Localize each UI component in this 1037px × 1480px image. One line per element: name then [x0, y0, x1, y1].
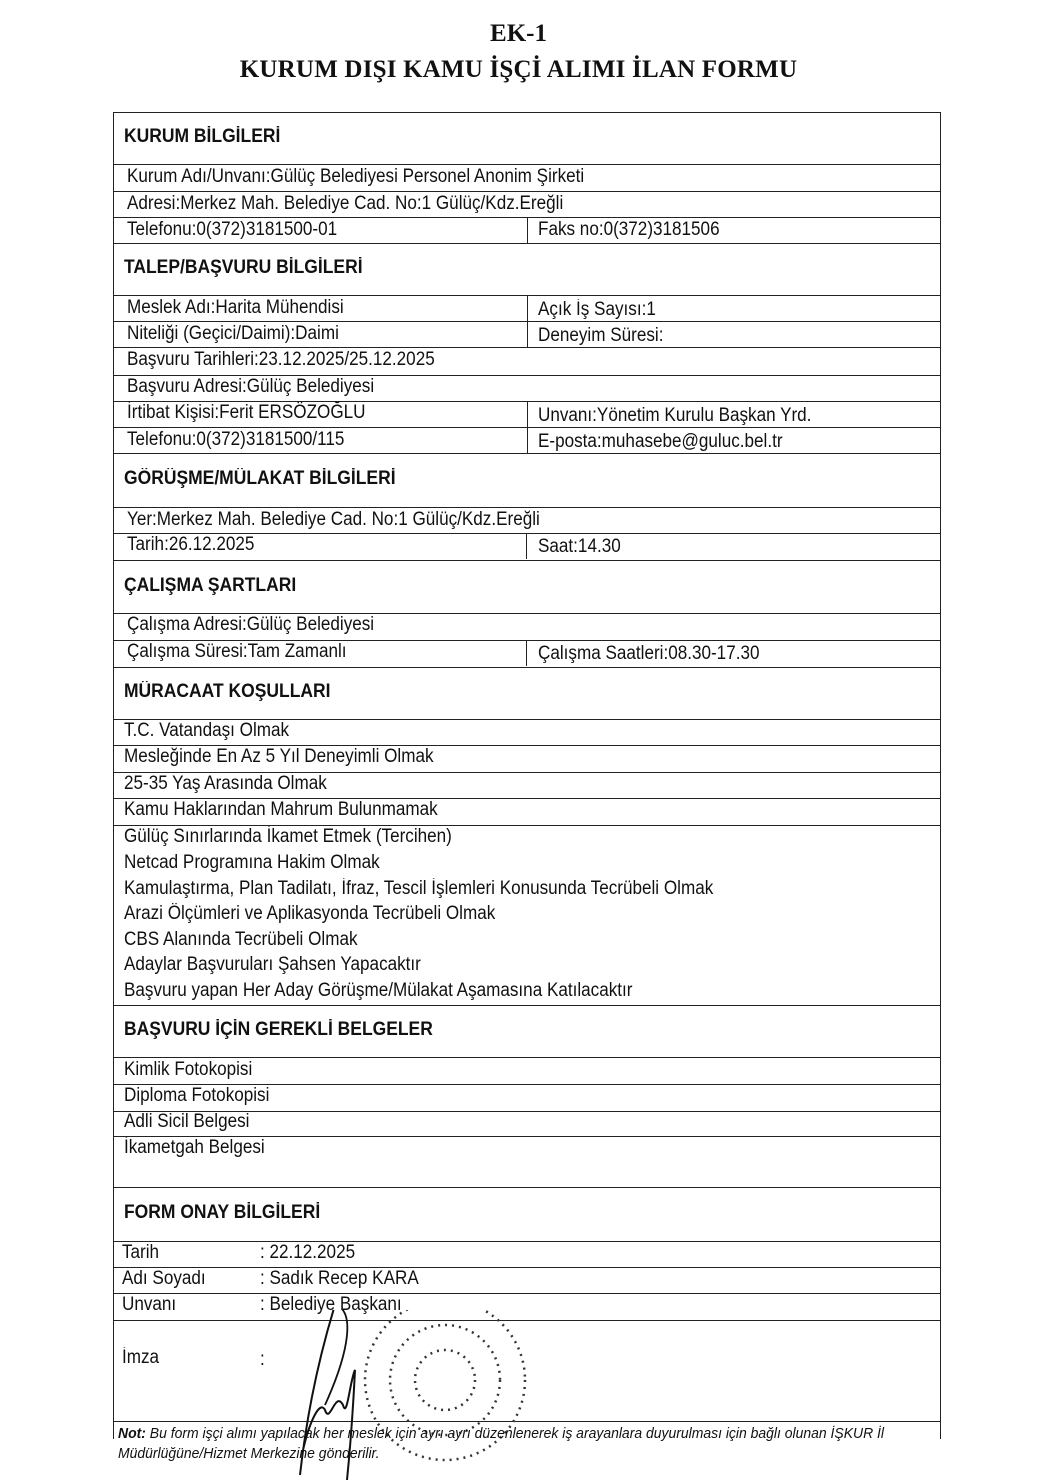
footnote-text: Bu form işçi alımı yapılacak her meslek için ayrı ayrı düzenlenerek iş arayanlara duyurulması için bağlı olunan İŞKUR İl Müdürlüğüne/Hizmet Merkezine gönderilir. [118, 1425, 885, 1462]
section-heading-talep: TALEP/BAŞVURU BİLGİLERİ [124, 257, 363, 278]
condition-item: Netcad Programına Hakim Olmak [124, 852, 380, 873]
talep-contact-title: Unvanı:Yönetim Kurulu Başkan Yrd. [538, 405, 812, 426]
condition-item: Mesleğinde En Az 5 Yıl Deneyimli Olmak [124, 746, 434, 767]
annex-label: EK-1 [490, 20, 547, 47]
condition-item: Gülüç Sınırlarında İkamet Etmek (Tercihen) [124, 826, 452, 847]
divider [113, 347, 941, 348]
talep-contact: İrtibat Kişisi:Ferit ERSÖZOĞLU [127, 402, 366, 423]
divider [113, 1057, 941, 1058]
footnote [118, 1424, 899, 1464]
onay-date-value: : 22.12.2025 [260, 1242, 356, 1263]
divider [526, 640, 527, 666]
condition-item: Başvuru yapan Her Aday Görüşme/Mülakat Aşamasına Katılacaktır [124, 980, 633, 1001]
condition-item: CBS Alanında Tecrübeli Olmak [124, 929, 358, 950]
onay-sign-value: : [260, 1349, 265, 1370]
talep-openings: Açık İş Sayısı:1 [538, 299, 656, 320]
divider [113, 560, 941, 561]
onay-title-label: Unvanı [122, 1294, 177, 1315]
section-heading-onay: FORM ONAY BİLGİLERİ [124, 1202, 321, 1223]
talep-profession: Meslek Adı:Harita Mühendisi [127, 297, 344, 318]
condition-item: T.C. Vatandaşı Olmak [124, 720, 290, 741]
calisma-duration: Çalışma Süresi:Tam Zamanlı [127, 641, 347, 662]
condition-item: 25-35 Yaş Arasında Olmak [124, 773, 327, 794]
divider [113, 453, 941, 454]
divider [113, 667, 941, 668]
divider [113, 1293, 941, 1294]
divider [527, 217, 528, 243]
divider [113, 507, 941, 508]
kurum-phone: Telefonu:0(372)3181500-01 [127, 219, 338, 240]
kurum-fax: Faks no:0(372)3181506 [538, 219, 720, 240]
condition-item: Kamu Haklarından Mahrum Bulunmamak [124, 799, 438, 820]
divider [526, 533, 527, 559]
section-heading-muracaat: MÜRACAAT KOŞULLARI [124, 681, 331, 702]
gorusme-place: Yer:Merkez Mah. Belediye Cad. No:1 Gülüç/Kdz.Ereğli [127, 509, 540, 530]
divider [527, 401, 528, 453]
form-title: KURUM DIŞI KAMU İŞÇİ ALIMI İLAN FORMU [239, 56, 798, 83]
talep-dates: Başvuru Tarihleri:23.12.2025/25.12.2025 [127, 349, 435, 370]
kurum-address: Adresi:Merkez Mah. Belediye Cad. No:1 Gülüç/Kdz.Ereğli [127, 193, 564, 214]
divider [113, 1005, 941, 1006]
calisma-address: Çalışma Adresi:Gülüç Belediyesi [127, 614, 375, 635]
onay-name-label: Adı Soyadı [122, 1268, 206, 1289]
document-item: Kimlik Fotokopisi [124, 1059, 253, 1080]
divider [113, 243, 941, 244]
condition-item: Kamulaştırma, Plan Tadilatı, İfraz, Tescil İşlemleri Konusunda Tecrübeli Olmak [124, 878, 714, 899]
kurum-name: Kurum Adı/Unvanı:Gülüç Belediyesi Personel Anonim Şirketi [127, 166, 585, 187]
document-item: İkametgah Belgesi [124, 1137, 265, 1158]
section-heading-calisma: ÇALIŞMA ŞARTLARI [124, 575, 297, 596]
divider [113, 1187, 941, 1188]
section-heading-gorusme: GÖRÜŞME/MÜLAKAT BİLGİLERİ [124, 468, 396, 489]
footnote-label: Not: [118, 1425, 146, 1442]
document-item: Diploma Fotokopisi [124, 1085, 270, 1106]
section-heading-kurum: KURUM BİLGİLERİ [124, 126, 281, 147]
talep-phone: Telefonu:0(372)3181500/115 [127, 429, 345, 450]
divider [113, 191, 941, 192]
condition-item: Adaylar Başvuruları Şahsen Yapacaktır [124, 954, 421, 975]
gorusme-time: Saat:14.30 [538, 536, 621, 557]
divider [113, 1267, 941, 1268]
document-item: Adli Sicil Belgesi [124, 1111, 250, 1132]
onay-name-value: : Sadık Recep KARA [260, 1268, 419, 1289]
gorusme-date: Tarih:26.12.2025 [127, 534, 255, 555]
talep-experience: Deneyim Süresi: [538, 325, 664, 346]
talep-nature: Niteliği (Geçici/Daimi):Daimi [127, 323, 339, 344]
talep-email: E-posta:muhasebe@guluc.bel.tr [538, 431, 783, 452]
onay-date-label: Tarih [122, 1242, 160, 1263]
condition-item: Arazi Ölçümleri ve Aplikasyonda Tecrübeli Olmak [124, 903, 496, 924]
calisma-hours: Çalışma Saatleri:08.30-17.30 [538, 643, 760, 664]
onay-title-value: : Belediye Başkanı [260, 1294, 402, 1315]
divider [113, 164, 941, 165]
talep-apply-address: Başvuru Adresi:Gülüç Belediyesi [127, 376, 375, 397]
onay-sign-label: İmza [122, 1347, 160, 1368]
section-heading-belgeler: BAŞVURU İÇİN GEREKLİ BELGELER [124, 1019, 433, 1040]
divider [527, 295, 528, 347]
divider [113, 1241, 941, 1242]
